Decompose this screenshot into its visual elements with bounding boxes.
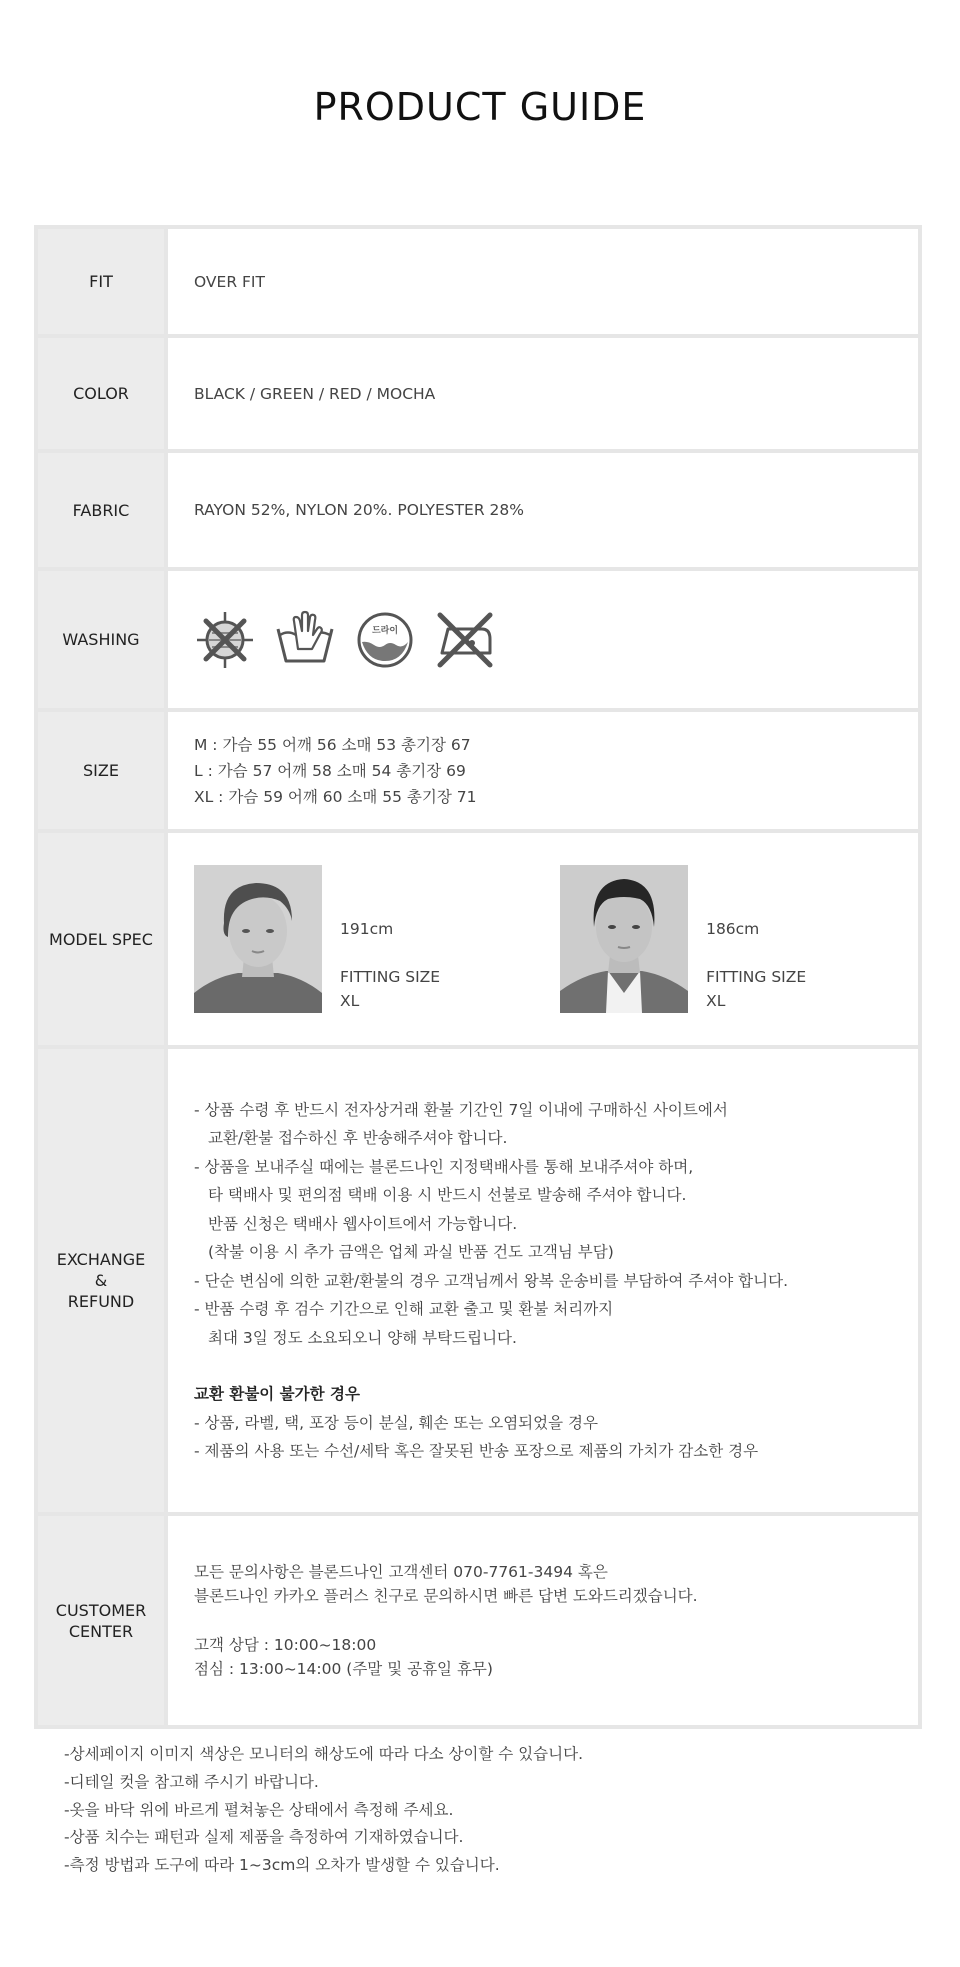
model-height: 191cm [340, 920, 394, 938]
washing-value [168, 571, 918, 708]
model-info [340, 917, 440, 1013]
model-card [194, 865, 440, 1013]
exchange-line: - 반품 수령 후 검수 기간으로 인해 교환 출고 및 환불 처리까지 [194, 1300, 614, 1318]
model-spec-label: MODEL SPEC [38, 833, 168, 1045]
exchange-line: - 단순 변심에 의한 교환/환불의 경우 고객님께서 왕복 운송비를 부담하여 주셔야 합니다. [194, 1271, 788, 1290]
row-exchange-refund [38, 1049, 918, 1516]
model-list [194, 865, 892, 1013]
exchange-line: 교환/환불 접수하신 후 반송해주셔야 합니다. [208, 1129, 508, 1147]
customer-hours-line: 고객 상담 : 10:00~18:00 [194, 1635, 377, 1654]
row-fit [38, 229, 918, 338]
note-line: -상품 치수는 패턴과 실제 제품을 측정하여 기재하였습니다. [64, 1828, 464, 1847]
fabric-text: RAYON 52%, NYLON 20%. POLYESTER 28% [194, 501, 524, 519]
customer-center-value [168, 1516, 918, 1725]
customer-center-label [38, 1516, 168, 1725]
exchange-line: (착불 이용 시 추가 금액은 업체 과실 반품 건도 고객님 부담) [208, 1243, 614, 1261]
row-color [38, 338, 918, 453]
fabric-label: FABRIC [38, 453, 168, 567]
no-iron-icon [434, 609, 496, 671]
row-washing [38, 571, 918, 712]
note-line: -측정 방법과 도구에 따라 1~3cm의 오차가 발생할 수 있습니다. [64, 1856, 500, 1875]
model-card [560, 865, 806, 1013]
note-line: -디테일 컷을 참고해 주시기 바랍니다. [64, 1772, 319, 1791]
model-photo [560, 865, 688, 1013]
exchange-label-line: EXCHANGE [56, 1250, 146, 1269]
size-line-xl: XL : 가슴 59 어깨 60 소매 55 총기장 71 [194, 787, 477, 806]
customer-line: 블론드나인 카카오 플러스 친구로 문의하시면 빠른 답변 도와드리겠습니다. [194, 1587, 698, 1605]
note-line: -옷을 바닥 위에 바르게 펼쳐놓은 상태에서 측정해 주세요. [64, 1800, 454, 1819]
customer-label-line: CENTER [68, 1621, 134, 1641]
no-refund-title: 교환 환불이 불가한 경우 [194, 1385, 360, 1403]
customer-hours-line: 점심 : 13:00~14:00 (주말 및 공휴일 휴무) [194, 1660, 493, 1678]
fit-label: FIT [38, 229, 168, 334]
model-fitting-label: FITTING SIZE [706, 968, 807, 986]
spacer [194, 1609, 892, 1633]
dry-clean-icon [354, 609, 416, 671]
exchange-line: 반품 신청은 택배사 웹사이트에서 가능합니다. [208, 1214, 518, 1233]
fit-text: OVER FIT [194, 272, 265, 291]
product-guide-table [34, 225, 922, 1729]
exchange-label-line: REFUND [67, 1292, 135, 1311]
customer-label-line: CUSTOMER [55, 1600, 147, 1620]
model-photo [194, 865, 322, 1013]
row-customer-center [38, 1516, 918, 1725]
color-value [168, 338, 918, 449]
model-fitting-size: XL [706, 992, 726, 1010]
no-refund-line: - 상품, 라벨, 택, 포장 등이 분실, 훼손 또는 오염되었을 경우 [194, 1413, 598, 1432]
exchange-refund-value [168, 1049, 918, 1512]
page-title: PRODUCT GUIDE [313, 85, 647, 129]
hand-wash-icon [274, 609, 336, 671]
exchange-line: - 상품 수령 후 반드시 전자상거래 환불 기간인 7일 이내에 구매하신 사이트에서 [194, 1100, 728, 1119]
no-refund-line: - 제품의 사용 또는 수선/세탁 혹은 잘못된 반송 포장으로 제품의 가치가 감소한 경우 [194, 1442, 759, 1460]
color-label: COLOR [38, 338, 168, 449]
exchange-label-line: & [94, 1271, 108, 1290]
size-line-m: M : 가슴 55 어깨 56 소매 53 총기장 67 [194, 735, 471, 754]
fit-value [168, 229, 918, 334]
note-line: -상세페이지 이미지 색상은 모니터의 해상도에 따라 다소 상이할 수 있습니다. [64, 1745, 584, 1763]
washing-label: WASHING [38, 571, 168, 708]
size-line-l: L : 가슴 57 어깨 58 소매 54 총기장 69 [194, 761, 466, 780]
model-info [706, 917, 806, 1013]
row-fabric [38, 453, 918, 571]
washing-icons [194, 609, 892, 671]
no-tumble-dry-icon [194, 609, 256, 671]
row-size [38, 712, 918, 833]
fabric-value [168, 453, 918, 567]
model-height: 186cm [706, 920, 760, 938]
row-model-spec [38, 833, 918, 1049]
notes [64, 1741, 924, 1880]
exchange-refund-label [38, 1049, 168, 1512]
spacer [194, 1352, 892, 1380]
model-fitting-label: FITTING SIZE [340, 968, 441, 986]
model-fitting-size: XL [340, 992, 360, 1010]
model-spec-value [168, 833, 918, 1045]
exchange-line: - 상품을 보내주실 때에는 블론드나인 지정택배사를 통해 보내주셔야 하며, [194, 1157, 694, 1176]
customer-line: 모든 문의사항은 블론드나인 고객센터 070-7761-3494 혹은 [194, 1562, 608, 1581]
size-label: SIZE [38, 712, 168, 829]
exchange-line: 타 택배사 및 편의점 택배 이용 시 반드시 선불로 발송해 주셔야 합니다. [208, 1186, 687, 1204]
size-value [168, 712, 918, 829]
exchange-line: 최대 3일 정도 소요되오니 양해 부탁드립니다. [208, 1328, 517, 1347]
color-text: BLACK / GREEN / RED / MOCHA [194, 384, 436, 403]
dry-clean-text: 드라이 [371, 625, 399, 636]
